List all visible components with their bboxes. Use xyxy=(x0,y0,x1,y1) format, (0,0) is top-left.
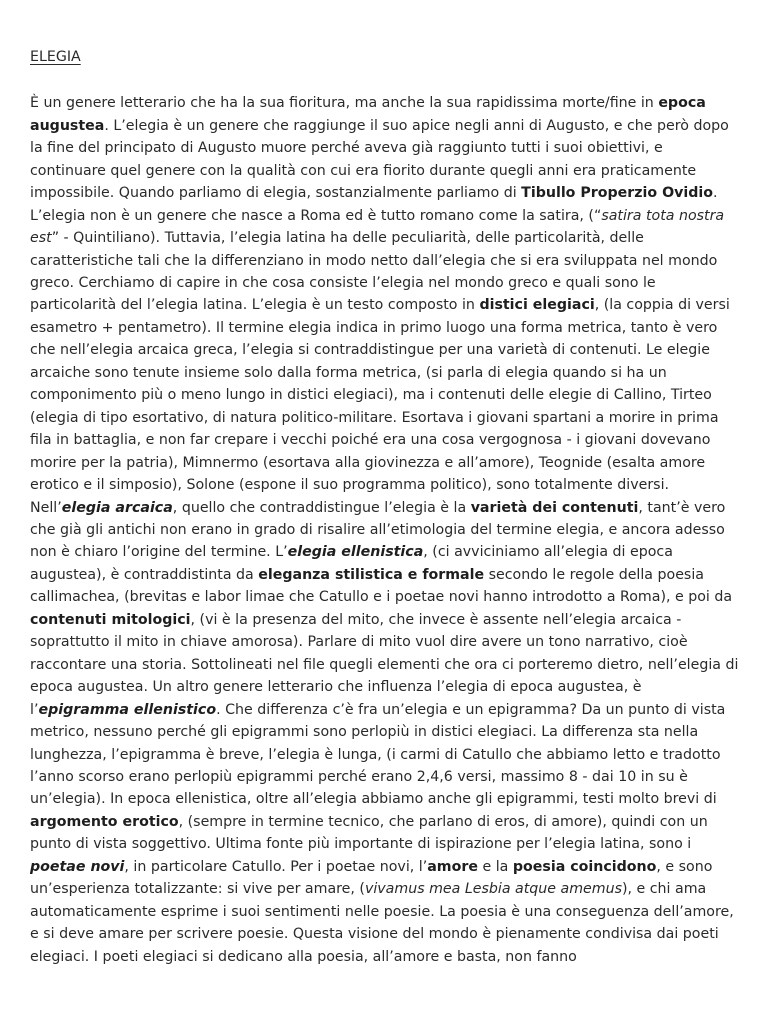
text-run: , tant’è vero che già gli antichi non erano in grado di risalire all’etimologia del termine elegia, e ancora adesso non è chiaro l’origine del termine. L’ xyxy=(30,499,726,561)
emphasis-run: contenuti mitologici xyxy=(30,611,191,628)
text-run: È un genere letterario che ha la sua fioritura, ma anche la sua rapidissima morte/fine in xyxy=(30,95,659,112)
text-run: , e sono un’esperienza totalizzante: si vive per amare, ( xyxy=(30,858,713,898)
text-run: , (sempre in termine tecnico, che parlano di eros, di amore), quindi con un punto di vista soggettivo. Ultima fonte più importante di ispirazione per l’elegia latina, sono i xyxy=(30,813,708,853)
emphasis-run: distici elegiaci xyxy=(479,297,595,314)
emphasis-run: elegia arcaica xyxy=(61,499,173,516)
text-run: , (vi è la presenza del mito, che invece è assente nell’elegia arcaica - soprattutto il mito in chiave amorosa). Parlare di mito vuol dire avere un tono narrativo, cioè raccontare una storia. Sottolineati nel file quegli elementi che ora ci porteremo dietro, nell’elegia di epoca augustea. Un altro genere letterario che influenza l’elegia di epoca augustea, è l’ xyxy=(30,611,739,718)
emphasis-run: amore xyxy=(427,858,478,875)
text-run: , (ci avviciniamo all’elegia di epoca augustea), è contraddistinta da xyxy=(30,544,673,583)
emphasis-run: vivamus mea Lesbia atque amemus xyxy=(364,881,622,898)
document-title: ELEGIA xyxy=(30,49,81,65)
text-run: . L’elegia è un genere che raggiunge il suo apice negli anni di Augusto, e che però dopo la fine del principato di Augusto muore perché aveva già raggiunto tutti i suoi obiettivi, e continuare quel genere con la qualità con cui era fiorito durante quegli anni era praticamente impossibile. Quando parliamo di elegia, sostanzialmente parliamo di xyxy=(30,117,729,202)
text-run: secondo le regole della poesia callimachea, (brevitas e labor limae che Catullo e i poetae novi hanno introdotto a Roma), e poi da xyxy=(30,566,733,606)
text-run: , in particolare Catullo. Per i poetae novi, l’ xyxy=(124,858,428,875)
emphasis-run: argomento erotico xyxy=(30,813,179,830)
emphasis-run: satira tota nostra est xyxy=(30,207,725,247)
text-run: . L’elegia non è un genere che nasce a Roma ed è tutto romano come la satira, (“ xyxy=(30,185,718,224)
emphasis-run: poesia coincidono xyxy=(512,858,657,875)
text-run: , quello che contraddistingue l’elegia è la xyxy=(172,499,471,516)
emphasis-run: eleganza stilistica e formale xyxy=(258,566,485,583)
emphasis-run: elegia ellenistica xyxy=(287,544,424,561)
text-run: ” - Quintiliano). Tuttavia, l’elegia latina ha delle peculiarità, delle particolarità, delle caratteristiche tali che la differenziano in modo netto dall’elegia che si era sviluppata nel mondo greco. Cerchiamo di capire in che cosa consiste l’elegia nel mondo greco e quali sono le particolarità del l’elegia latina. L’elegia è un testo composto in xyxy=(30,230,718,314)
text-run: , (la coppia di versi esametro + pentametro). Il termine elegia indica in primo luogo una forma metrica, tanto è vero che nell’elegia arcaica greca, l’elegia si contraddistingue per una varietà di contenuti. Le elegie arcaiche sono tenute insieme solo dalla forma metrica, (si parla di elegia quando si ha un componimento più o meno lungo in distici elegiaci), ma i contenuti delle elegie di Callino, Tirteo (elegia di tipo esortativo, di natura politico-militare. Esortava i giovani spartani a morire in prima fila in battaglia, e non far crepare i vecchi poiché era una cosa vergognosa - i giovani dovevano morire per la patria), Mimnermo (esortava alla giovinezza e all’amore), Teognide (esalta amore erotico e il simposio), Solone (espone il suo programma politico), sono totalmente diversi. Nell’ xyxy=(30,297,730,516)
emphasis-run: epoca augustea xyxy=(30,95,706,134)
emphasis-run: epigramma ellenistico xyxy=(38,701,217,718)
document-paragraph xyxy=(30,92,740,968)
emphasis-run: poetae novi xyxy=(30,858,125,875)
emphasis-run: varietà dei contenuti xyxy=(470,499,639,516)
text-run: e la xyxy=(477,858,513,875)
text-run: ), e chi ama automaticamente esprime i suoi sentimenti nelle poesie. La poesia è una conseguenza dell’amore, e si deve amare per scrivere poesie. Questa visione del mondo è pienamente condivisa dai poeti elegiaci. I poeti elegiaci si dedicano alla poesia, all’amore e basta, non fanno xyxy=(30,881,734,965)
emphasis-run: Tibullo Properzio Ovidio xyxy=(521,185,714,202)
text-run: . Che differenza c’è fra un’elegia e un epigramma? Da un punto di vista metrico, nessuno perché gli epigrammi sono perlopiù in distici elegiaci. La differenza sta nella lunghezza, l’epigramma è breve, l’elegia è lunga, (i carmi di Catullo che abbiamo letto e tradotto l’anno scorso erano perlopiù epigrammi perché erano 2,4,6 versi, massimo 8 - dai 10 in su è un’elegia). In epoca ellenistica, oltre all’elegia abbiamo anche gli epigrammi, testi molto brevi di xyxy=(30,701,726,808)
